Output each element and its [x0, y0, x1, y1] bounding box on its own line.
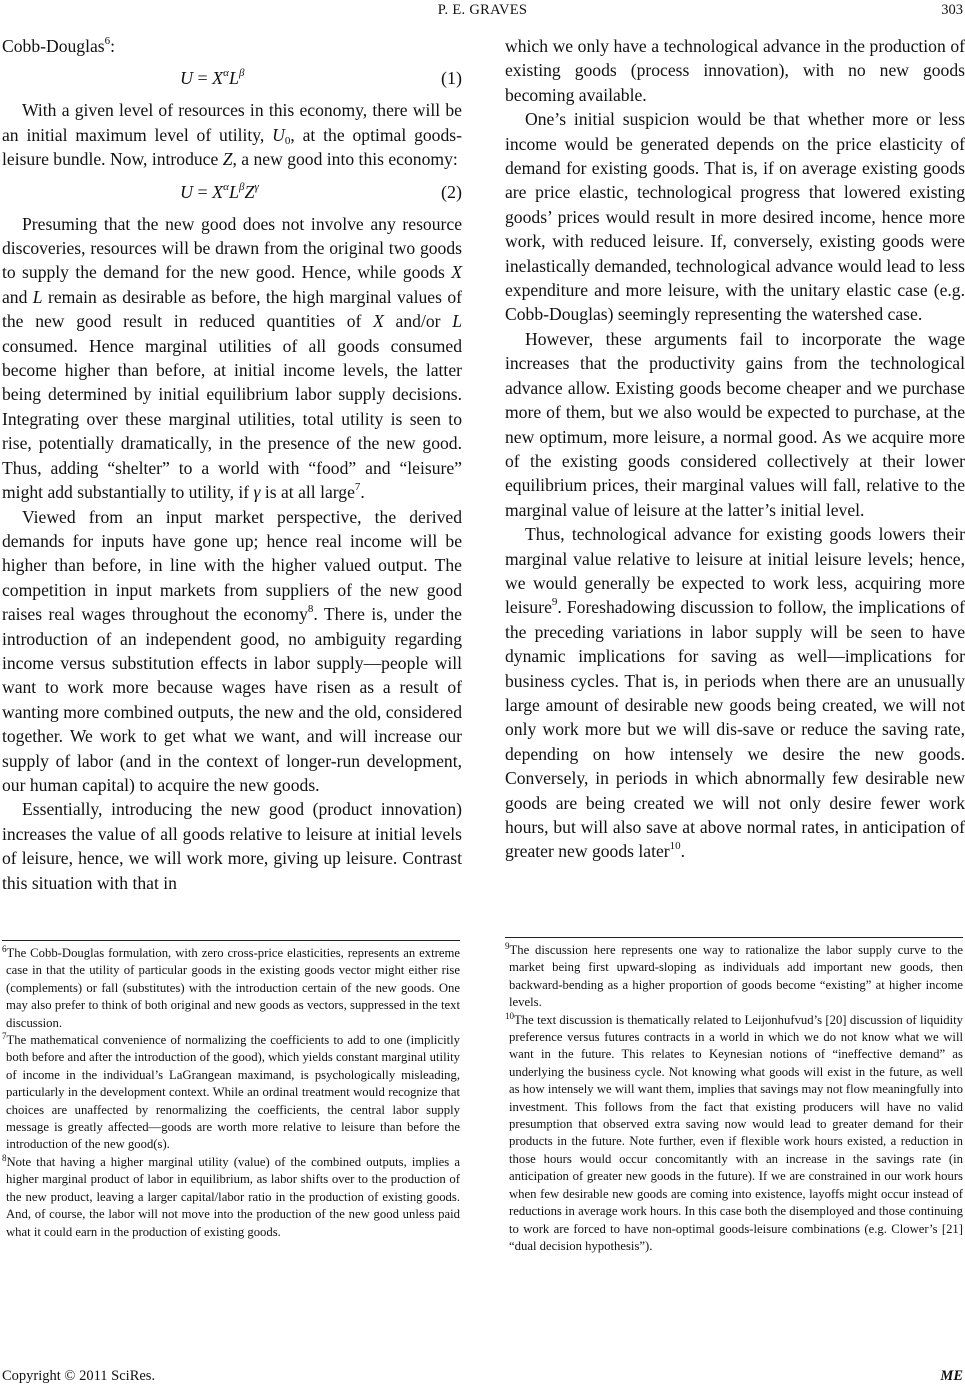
- paragraph: Presuming that the new good does not involve any resource discoveries, resources will be drawn from the original two goods to supply the demand for the new good. Hence, while goods X and L remain as desirable as before, the high marginal values of the new good result in reduced quantities of X and/or L consumed. Hence marginal utilities of all goods consumed become higher than before, at initial income levels, the latter being determined by initial equilibrium labor supply decisions. Integrating over these marginal utilities, total utility is seen to rise, potentially dramatically, in the presence of the new good. Thus, adding “shelter” to a world with “food” and “leisure” might add substantially to utility, if γ is at all large$^7$.: [2, 213, 462, 503]
- equation-1: $U = X^\alpha L^\beta$ (1): [2, 62, 462, 92]
- page-header: [0, 0, 965, 22]
- equation-number-1: (1): [441, 68, 462, 89]
- copyright-notice: Copyright © 2011 SciRes.: [2, 1368, 156, 1384]
- footnotes-left: [2, 945, 460, 1241]
- page-number: 303: [941, 2, 963, 18]
- paragraph: However, these arguments fail to incorporate the wage increases that the productivity gains from the technological advance allow. Existing goods become cheaper and we purchase more of them, but we also would be expected to purchase, at the new optimum, more leisure, a normal good. As we acquire more of the existing goods considered collectively at their lower equilibrium prices, their marginal values will fall, relative to the marginal value of leisure at the latter’s initial level.: [505, 328, 965, 520]
- left-column: [2, 34, 462, 895]
- paragraph: Viewed from an input market perspective, the derived demands for inputs have gone up; hence real income will be higher than before, in line with the higher valued output. The competition in input markets from suppliers of the new good raises real wages throughout the economy$^8$. There is, under the introduction of an independent good, no ambiguity regarding income versus substitution effects in labor supply—people will want to work more because wages have risen as a result of wanting more combined outputs, the new and the old, considered together. We work to get what we want, and will increase our supply of labor (and in the context of longer-run development, our human capital) to acquire the new goods.: [2, 506, 462, 795]
- footnote-ref-6: 6: [104, 35, 111, 47]
- footnote-ref-9: 9: [551, 596, 558, 609]
- footnote-rule-right: [505, 937, 963, 938]
- footnote-ref-7: 7: [354, 481, 361, 494]
- footnote-6: $^6$The Cobb-Douglas formulation, with zero cross-price elasticities, represents an extreme case in that the utility of particular goods in the existing goods vector might either rise (complements) or fall (substitutes) with the introduction certain of the new goods. One may also prefer to think of both original and new goods as vectors, suppressed in the text discussion.: [2, 944, 460, 1030]
- equation-number-2: (2): [441, 181, 462, 202]
- footnotes-right: [505, 942, 963, 1255]
- paragraph: which we only have a technological advance in the production of existing goods (process innovation), with no new goods becoming available.: [505, 36, 965, 105]
- equation-2: $U = X^\alpha L^\beta Z^\gamma$ (2): [2, 176, 462, 206]
- footnote-7: $^7$The mathematical convenience of normalizing the coefficients to add to one (implicitly both before and after the introduction of the good), which yields constant marginal utility of income in the individual’s LaGrangean maximand, is psychologically misleading, particularly in the development context. While an ordinal treatment would recognize that choices are unaffected by renormalizing the coefficients, the central labor supply message is greatly affected―goods are worth more relative to leisure than before the introduction of the new good(s).: [2, 1031, 460, 1152]
- footnote-ref-10: 10: [669, 840, 681, 853]
- footnote-rule-left: [2, 940, 460, 941]
- footnote-9: $^9$The discussion here represents one way to rationalize the labor supply curve to the market being first upward-sloping as individuals add important new goods, then backward-bending as a higher proportion of goods become “existing” at higher income levels.: [505, 941, 963, 1010]
- footnote-10: $^{10}$The text discussion is thematically related to Leijonhufvud’s [20] discussion of liquidity preference versus futures contracts in a world in which we do not know what we will want in the future. This relates to Keynesian notions of “ineffective demand” as underlying the business cycle. Not knowing what goods will exist in the future, as well as how intensely we will want them, implies that savings may not flow meaningfully into investment. This follows from the fact that existing producers will have no valid presumption that observed extra saving now would lead to greater demand for their products in the future. Note further, even if flexible work hours existed, a reduction in those hours would occur concomitantly with an increase in the savings rate (in anticipation of greater new goods in the future). If we are constrained in our work hours when few desirable new goods are coming into existence, layoffs might occur instead of reductions in average work hours. In this case both the disemployed and those continuing to work are forced to have non-optimal goods-leisure combinations (e.g. Clower’s [21] “dual decision hypothesis”).: [505, 1010, 963, 1253]
- running-title: P. E. GRAVES: [437, 2, 528, 18]
- intro-line: Cobb-Douglas$^6$:: [2, 35, 116, 56]
- paragraph: With a given level of resources in this economy, there will be an initial maximum level of utility, $U_0$, at the optimal goods-leisure bundle. Now, introduce Z, a new good into this economy:: [2, 100, 462, 170]
- paragraph: Thus, technological advance for existing goods lowers their marginal value relative to leisure at initial leisure levels; hence, we would generally be expected to work less, acquiring more leisure$^9$. Foreshadowing discussion to follow, the implications of the preceding variations in labor supply will be seen to have dynamic implications for saving as well—implications for business cycles. That is, in periods when there are an unusually large amount of desirable new goods being created, we will not only work more but we will dis-save or reduce the saving rate, depending on how intensely we desire the new goods. Conversely, in periods in which abnormally few desirable new goods are being created we will not only desire fewer work hours, but will also save at above normal rates, in anticipation of greater new goods later$^{10}$.: [505, 524, 965, 862]
- footnote-8: $^8$Note that having a higher marginal utility (value) of the combined outputs, implies a higher marginal product of labor in equilibrium, as labor shifts over to the production of the new product, leaving a larger capital/labor ratio in the production of existing goods. And, of course, the labor will not move into the production of the new good unless paid what it could earn in the production of existing goods.: [2, 1152, 460, 1239]
- paragraph: One’s initial suspicion would be that whether more or less income would be generated depends on the price elasticity of demand for existing goods. That is, if on average existing goods are price elastic, technological progress that lowered existing goods’ prices would result in more desired income, hence more work, with reduced leisure. If, conversely, existing goods were inelastically demanded, technological advance would lead to less expenditure and more leisure, with the unitary elastic case (e.g. Cobb-Douglas) seemingly representing the watershed case.: [505, 109, 965, 325]
- journal-abbrev: ME: [940, 1368, 963, 1384]
- footnote-ref-8: 8: [307, 603, 314, 616]
- paragraph: Essentially, introducing the new good (product innovation) increases the value of all goods relative to leisure at initial levels of leisure, hence, we will work more, giving up leisure. Contrast this situation with that in: [2, 799, 462, 893]
- right-column: [505, 34, 965, 864]
